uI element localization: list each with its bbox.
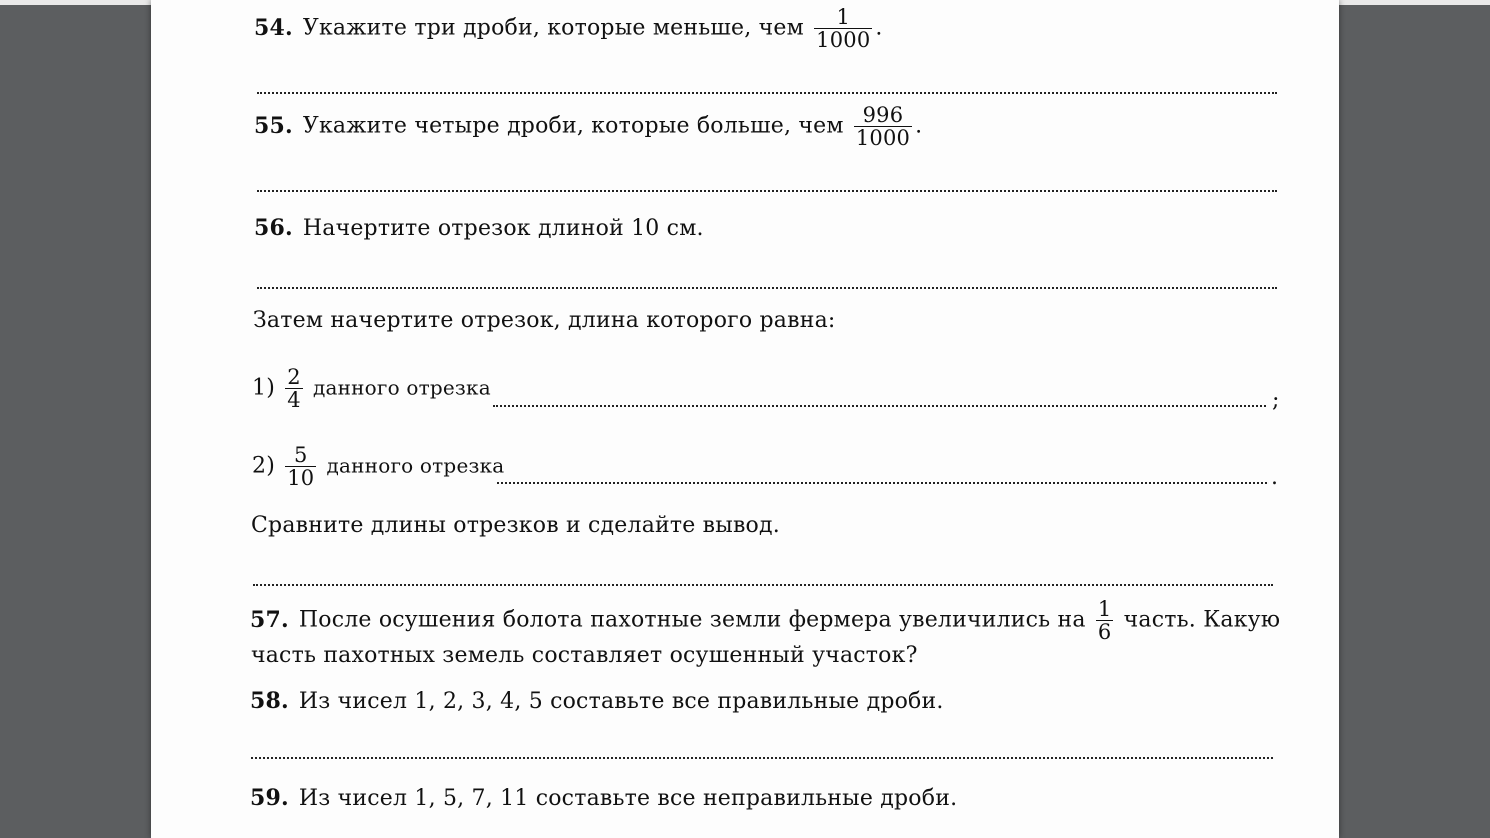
problem-number: 54. — [254, 14, 293, 41]
document-page — [151, 0, 1339, 838]
answer-line — [257, 190, 1277, 192]
fraction-denominator: 1000 — [855, 126, 911, 151]
fraction — [285, 444, 316, 489]
answer-line — [493, 405, 1266, 407]
answer-line — [257, 92, 1277, 94]
sub-item-text: данного отрезка — [312, 375, 491, 400]
fraction — [814, 6, 872, 51]
fraction-denominator: 6 — [1097, 620, 1112, 645]
problem-57 — [250, 598, 1280, 643]
sub-item-1 — [252, 366, 491, 411]
problem-number: 56. — [254, 215, 293, 241]
sub-item-text: данного отрезка — [326, 453, 505, 478]
problem-text-continued: часть. Какую — [1123, 607, 1281, 633]
problem-54 — [254, 6, 883, 51]
fraction-numerator: 2 — [287, 365, 301, 389]
fraction-denominator: 4 — [287, 388, 301, 413]
answer-line — [257, 287, 1277, 289]
problem-number: 58. — [250, 688, 289, 714]
problem-text: Начертите отрезок длиной 10 см. — [302, 216, 704, 241]
problem-text: Из чисел 1, 5, 7, 11 составьте все неправильные дроби. — [298, 786, 958, 811]
fraction-denominator: 10 — [287, 466, 315, 491]
fraction — [854, 104, 912, 149]
answer-line — [253, 584, 1273, 586]
compare-text: Сравните длины отрезков и сделайте вывод. — [251, 513, 780, 538]
problem-text: Укажите четыре дроби, которые больше, чем — [302, 113, 844, 139]
problem-57-line-2: часть пахотных земель составляет осушенный участок? — [251, 643, 918, 668]
problem-text: После осушения болота пахотные земли фермера увеличились на — [298, 607, 1086, 633]
fraction — [285, 366, 303, 411]
problem-59 — [250, 785, 957, 811]
sub-item-label: 2) — [252, 453, 275, 479]
answer-line — [497, 482, 1267, 484]
fraction-numerator: 5 — [285, 444, 316, 467]
fraction-numerator: 1 — [1097, 597, 1112, 621]
problem-text: Укажите три дроби, которые меньше, чем — [302, 15, 804, 41]
problem-end: . — [915, 113, 923, 139]
fraction-numerator: 996 — [854, 104, 912, 127]
problem-number: 55. — [254, 112, 293, 139]
fraction-numerator: 1 — [814, 6, 872, 29]
problem-text: Из чисел 1, 2, 3, 4, 5 составьте все правильные дроби. — [298, 689, 944, 714]
instruction-text: Затем начертите отрезок, длина которого равна: — [253, 308, 836, 333]
sub-item-label: 1) — [252, 375, 275, 401]
problem-56 — [254, 215, 704, 241]
fraction-denominator: 1000 — [816, 28, 871, 53]
problem-number: 57. — [250, 606, 289, 633]
problem-55 — [254, 104, 922, 149]
fraction — [1096, 598, 1114, 643]
sub-item-2 — [252, 444, 504, 489]
problem-end: . — [875, 15, 883, 41]
problem-58 — [250, 688, 944, 714]
problem-number: 59. — [250, 785, 289, 811]
line-end: . — [1271, 465, 1278, 490]
answer-line — [251, 757, 1273, 759]
line-end: ; — [1272, 388, 1280, 413]
